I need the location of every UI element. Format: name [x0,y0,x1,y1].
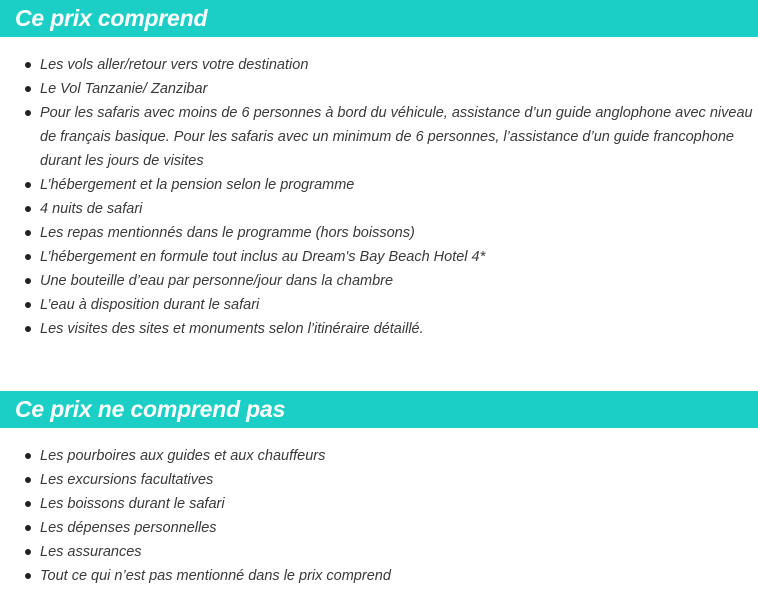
included-list [0,53,758,341]
list-item: Pour les safaris avec moins de 6 personnes à bord du véhicule, assistance d’un guide anglophone avec niveau de français basique. Pour les safaris avec un minimum de 6 personnes, l’assistance d’un guide francophone durant les jours de visites [0,101,758,173]
list-item: Les excursions facultatives [0,468,758,492]
list-item: 4 nuits de safari [0,197,758,221]
excluded-section-title: Ce prix ne comprend pas [15,396,286,422]
list-item: Les repas mentionnés dans le programme (hors boissons) [0,221,758,245]
list-item: Une bouteille d’eau par personne/jour dans la chambre [0,269,758,293]
included-section-header [0,0,758,37]
list-item: Les pourboires aux guides et aux chauffeurs [0,444,758,468]
list-item: L’eau à disposition durant le safari [0,293,758,317]
list-item: Les boissons durant le safari [0,492,758,516]
list-item: Les assurances [0,540,758,564]
list-item: L’hébergement et la pension selon le programme [0,173,758,197]
list-item: L’hébergement en formule tout inclus au Dream's Bay Beach Hotel 4* [0,245,758,269]
excluded-list [0,444,758,588]
list-item: Les vols aller/retour vers votre destination [0,53,758,77]
list-item: Les visites des sites et monuments selon l’itinéraire détaillé. [0,317,758,341]
list-item: Le Vol Tanzanie/ Zanzibar [0,77,758,101]
list-item: Les dépenses personnelles [0,516,758,540]
excluded-section-header [0,391,758,428]
included-section-title: Ce prix comprend [15,5,208,31]
list-item: Tout ce qui n’est pas mentionné dans le prix comprend [0,564,758,588]
